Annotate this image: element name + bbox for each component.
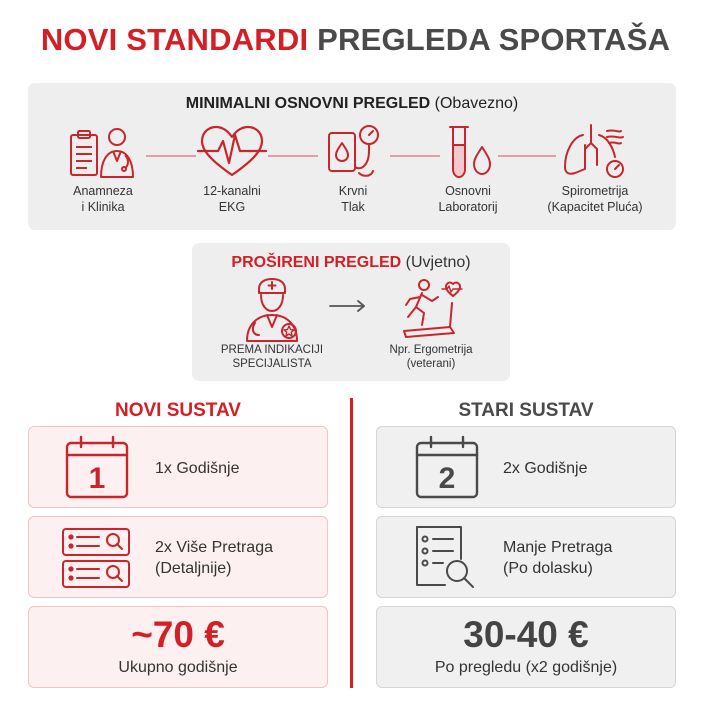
new-price: ~70 € — [131, 614, 225, 655]
step-anamnesis — [58, 121, 148, 215]
minimal-exam-heading — [28, 95, 676, 113]
treadmill-runner-icon — [396, 277, 466, 343]
old-price: 30-40 € — [463, 614, 589, 655]
title-part-red: NOVI STANDARDI — [40, 22, 309, 57]
extended-ergometry — [372, 277, 490, 371]
extended-exam-panel — [192, 243, 510, 381]
new-tests-card — [28, 516, 328, 598]
arrow-right-icon — [328, 299, 368, 313]
step-label: Spirometrija (Kapacitet Pluća) — [547, 184, 643, 214]
extended-left-label: PREMA INDIKACIJI SPECIJALISTA — [220, 344, 324, 370]
old-system-title: STARI SUSTAV — [458, 400, 594, 421]
heart-ecg-icon — [192, 121, 272, 183]
minimal-heading-light: (Obavezno) — [434, 95, 519, 112]
step-spirometry — [530, 121, 660, 215]
search-list-icon — [59, 527, 133, 589]
test-tube-drop-icon — [428, 121, 508, 183]
extended-specialist — [212, 277, 332, 371]
calendar-number: 2 — [438, 462, 456, 495]
blood-pressure-icon — [313, 121, 393, 183]
step-ekg — [187, 121, 277, 215]
minimal-exam-panel — [28, 83, 676, 230]
old-tests-text: Manje Pretraga (Po dolasku) — [503, 539, 613, 577]
calendar-number: 1 — [88, 462, 106, 495]
step-blood-pressure — [308, 121, 398, 215]
doctor-clipboard-icon — [63, 121, 143, 183]
new-frequency-card — [28, 426, 328, 508]
old-frequency-card — [376, 426, 676, 508]
old-cost-card — [376, 606, 676, 688]
checklist-search-icon — [411, 523, 481, 593]
specialist-doctor-icon — [237, 277, 307, 343]
extended-exam-heading — [192, 254, 510, 272]
step-label: 12-kanalni EKG — [203, 184, 261, 214]
step-laboratory — [423, 121, 513, 215]
calendar-icon — [413, 433, 481, 501]
new-frequency-text: 1x Godišnje — [155, 460, 240, 477]
old-tests-card — [376, 516, 676, 598]
step-label: Osnovni Laboratorij — [438, 184, 498, 214]
new-tests-text: 2x Više Pretraga (Detaljnije) — [155, 539, 273, 577]
new-price-caption: Ukupno godišnje — [118, 659, 238, 676]
page-title — [0, 22, 711, 58]
old-frequency-text: 2x Godišnje — [503, 460, 588, 477]
extended-heading-light: (Uvjetno) — [405, 254, 471, 271]
extended-right-label: Npr. Ergometrija (veterani) — [389, 344, 473, 370]
minimal-heading-bold: MINIMALNI OSNOVNI PREGLED — [185, 95, 431, 112]
old-price-caption: Po pregledu (x2 godišnje) — [434, 659, 618, 676]
title-part-dark: PREGLEDA SPORTAŠA — [317, 22, 671, 57]
new-system-title: NOVI SUSTAV — [115, 400, 241, 421]
lungs-icon — [555, 121, 635, 183]
column-divider — [350, 398, 353, 688]
step-label: Anamneza i Klinika — [73, 184, 133, 214]
new-cost-card — [28, 606, 328, 688]
step-label: Krvni Tlak — [338, 184, 368, 214]
extended-heading-bold: PROŠIRENI PREGLED — [231, 254, 402, 271]
calendar-icon — [63, 433, 131, 501]
